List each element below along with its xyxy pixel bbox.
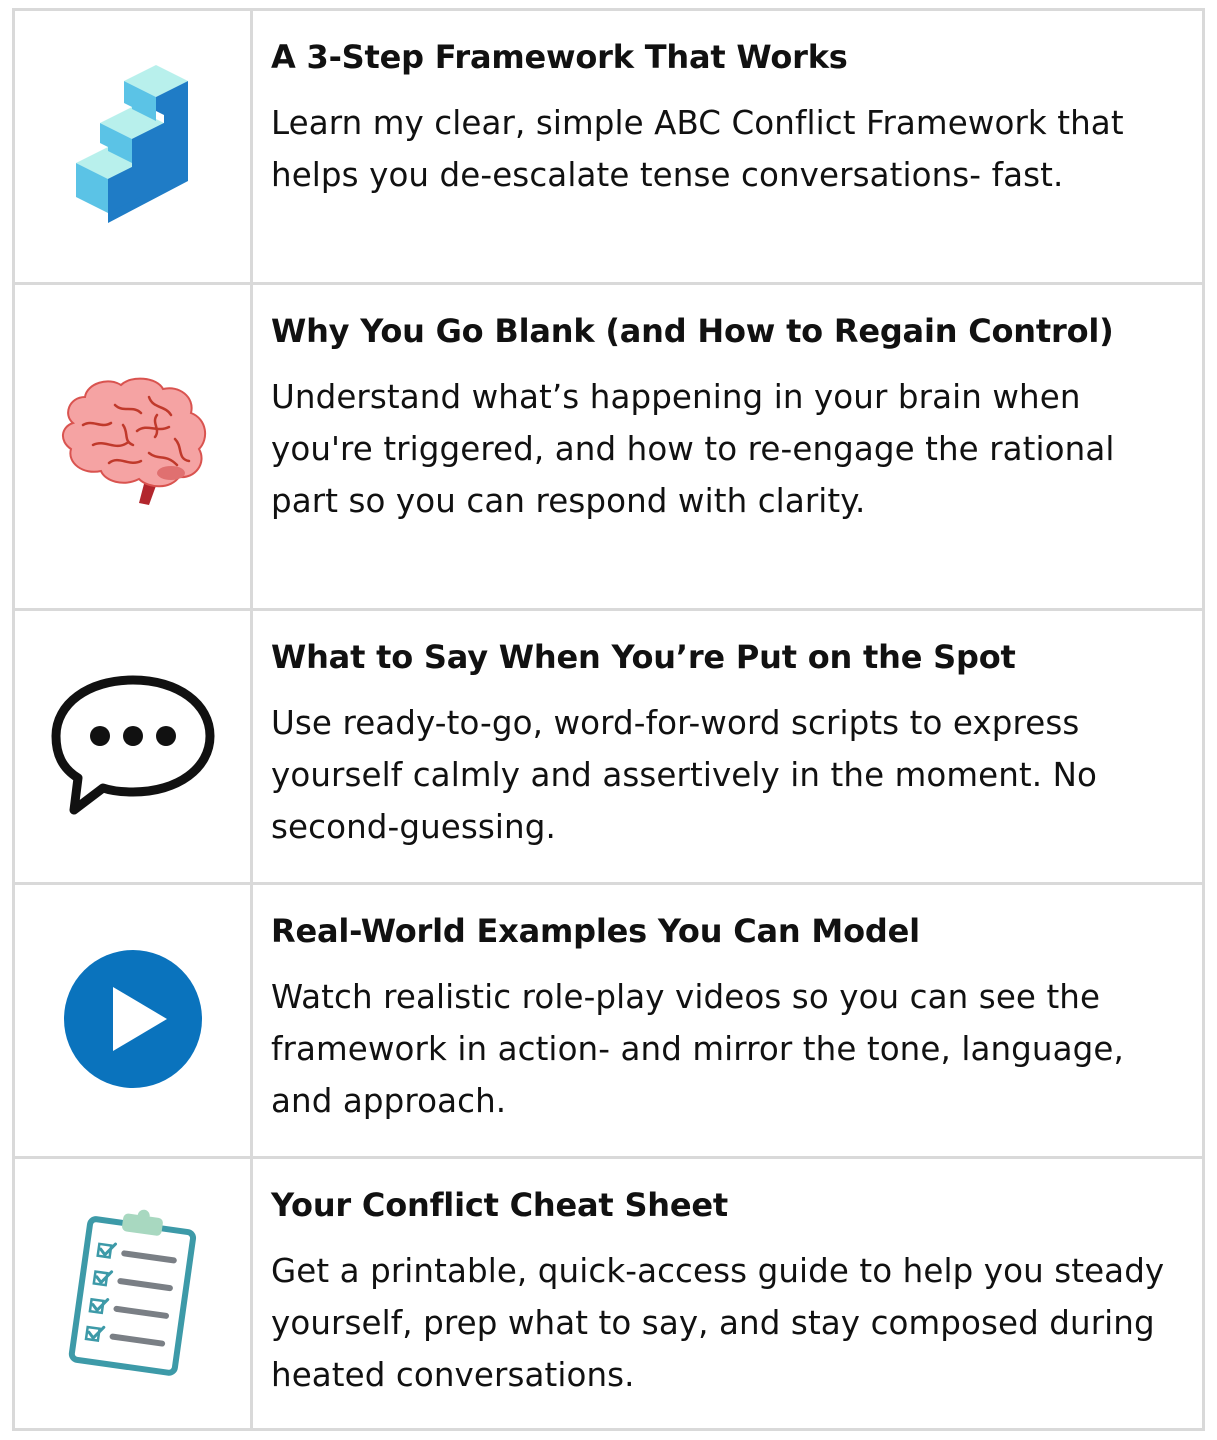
table-row: [15, 611, 1202, 885]
table-row: [15, 885, 1202, 1159]
icon-cell: [15, 885, 253, 1156]
row-title: Real-World Examples You Can Model: [271, 912, 920, 950]
row-title: A 3-Step Framework That Works: [271, 38, 848, 76]
text-cell: [253, 611, 1202, 882]
row-description: Get a printable, quick-access guide to help you steady yourself, prep what to say, and stay composed during heated conversations.: [271, 1252, 1165, 1394]
row-description: Watch realistic role-play videos so you can see the framework in action- and mirror the tone, language, and approach.: [271, 978, 1124, 1120]
play-icon[interactable]: [63, 949, 203, 1093]
row-title: Your Conflict Cheat Sheet: [271, 1186, 728, 1224]
features-table: [12, 8, 1205, 1431]
table-row: [15, 11, 1202, 285]
text-cell: [253, 11, 1202, 282]
row-description: Understand what’s happening in your brain when you're triggered, and how to re-engage the rational part so you can respond with clarity.: [271, 378, 1115, 520]
icon-cell: [15, 1159, 253, 1428]
row-title: Why You Go Blank (and How to Regain Control): [271, 312, 1114, 350]
icon-cell: [15, 285, 253, 608]
text-cell: [253, 285, 1202, 608]
brain-icon: [53, 375, 213, 519]
staircase-icon: [68, 65, 198, 229]
text-cell: [253, 885, 1202, 1156]
clipboard-checklist-icon: [63, 1207, 203, 1381]
table-row: [15, 285, 1202, 611]
speech-bubble-icon: [48, 670, 218, 824]
icon-cell: [15, 11, 253, 282]
text-cell: [253, 1159, 1202, 1428]
table-row: [15, 1159, 1202, 1428]
row-title: What to Say When You’re Put on the Spot: [271, 638, 1016, 676]
row-description: Learn my clear, simple ABC Conflict Framework that helps you de-escalate tense conversations- fast.: [271, 104, 1124, 194]
row-description: Use ready-to-go, word-for-word scripts to express yourself calmly and assertively in the moment. No second-guessing.: [271, 704, 1098, 846]
icon-cell: [15, 611, 253, 882]
